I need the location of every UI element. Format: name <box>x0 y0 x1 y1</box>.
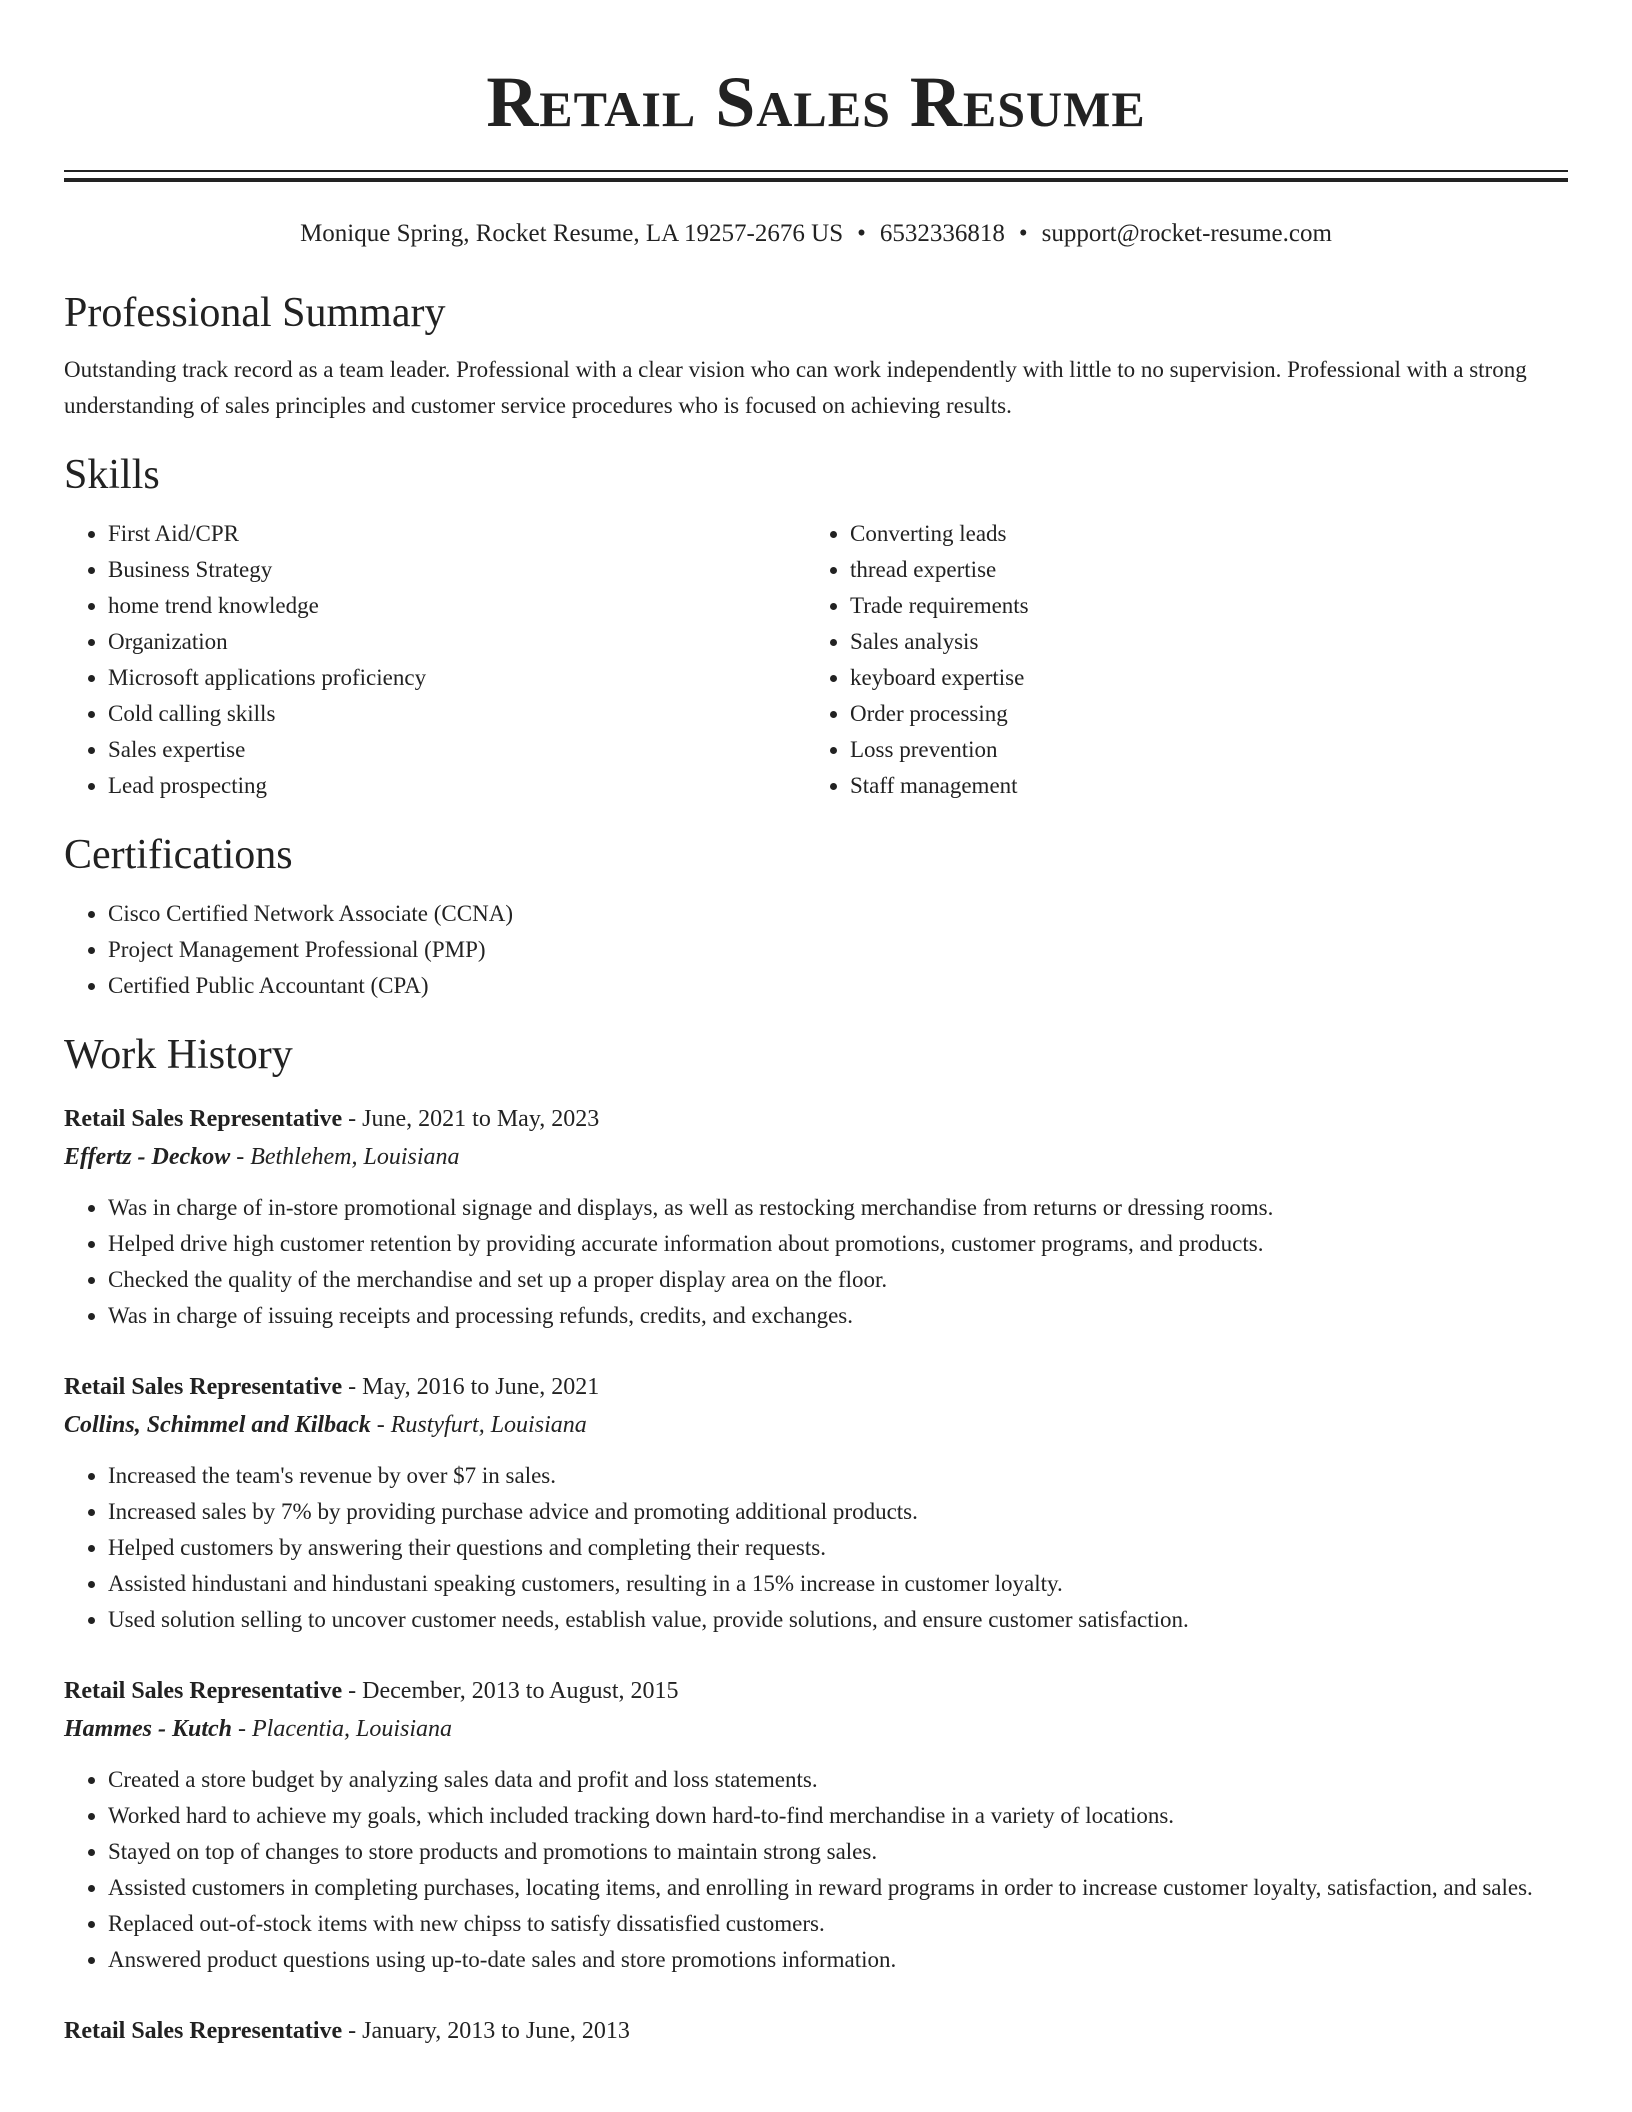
job-title: Retail Sales Representative <box>64 1374 343 1400</box>
job-bullet: • Was in charge of issuing receipts and processing refunds, credits, and exchanges. <box>108 1298 1568 1334</box>
job-bullet: • Assisted customers in completing purchases, locating items, and enrolling in reward programs in order to increase customer loyalty, satisfaction, and sales. <box>108 1870 1568 1906</box>
skills-columns <box>64 516 1568 804</box>
skills-list-left <box>64 516 806 804</box>
job-title: Retail Sales Representative <box>64 1106 343 1132</box>
skill-item: • Trade requirements <box>850 588 1548 624</box>
skill-item: • Sales analysis <box>850 624 1548 660</box>
job-bullet: • Increased sales by 7% by providing purchase advice and promoting additional products. <box>108 1494 1568 1530</box>
job-bullet: • Assisted hindustani and hindustani speaking customers, resulting in a 15% increase in customer loyalty. <box>108 1566 1568 1602</box>
certifications-heading: Certifications <box>64 832 293 878</box>
job-entry <box>64 1368 1568 1638</box>
skill-item: • keyboard expertise <box>850 660 1548 696</box>
job-entry <box>64 1100 1568 1334</box>
job-bullet: • Created a store budget by analyzing sales data and profit and loss statements. <box>108 1762 1568 1798</box>
job-dates: - January, 2013 to June, 2013 <box>342 2018 630 2044</box>
job-bullets <box>64 1190 1568 1334</box>
job-bullets <box>64 1458 1568 1638</box>
job-bullet: • Worked hard to achieve my goals, which included tracking down hard-to-find merchandise in a variety of locations. <box>108 1798 1568 1834</box>
skill-item: • Loss prevention <box>850 732 1548 768</box>
job-title: Retail Sales Representative <box>64 2018 343 2044</box>
contact-separator: • <box>857 220 866 247</box>
skill-item: • Lead prospecting <box>108 768 806 804</box>
resume-page <box>64 0 1568 2050</box>
skills-heading: Skills <box>64 452 160 498</box>
certification-item: • Cisco Certified Network Associate (CCNA) <box>108 896 1568 932</box>
skill-item: • Order processing <box>850 696 1548 732</box>
skill-item: • Business Strategy <box>108 552 806 588</box>
contact-address: Monique Spring, Rocket Resume, LA 19257-2676 US <box>300 220 844 247</box>
summary-text: Outstanding track record as a team leader. Professional with a clear vision who can work independently with little to no supervision. Professional with a strong understanding of sales principles and customer service procedures who is focused on achieving results. <box>64 357 1527 418</box>
job-dates: - June, 2021 to May, 2023 <box>342 1106 600 1132</box>
job-company: Hammes - Kutch <box>64 1716 233 1742</box>
job-dates: - December, 2013 to August, 2015 <box>342 1678 679 1704</box>
job-title: Retail Sales Representative <box>64 1678 343 1704</box>
skill-item: • thread expertise <box>850 552 1548 588</box>
skill-item: • home trend knowledge <box>108 588 806 624</box>
contact-separator: • <box>1018 220 1028 247</box>
resume-title: Retail Sales Resume <box>486 62 1146 142</box>
contact-email: support@rocket-resume.com <box>1041 220 1332 247</box>
job-bullet: • Increased the team's revenue by over $7 in sales. <box>108 1458 1568 1494</box>
job-company-line <box>64 1710 1568 1748</box>
job-title-line <box>64 1100 1568 1138</box>
job-bullet: • Was in charge of in-store promotional signage and displays, as well as restocking merchandise from returns or dressing rooms. <box>108 1190 1568 1226</box>
job-bullet: • Used solution selling to uncover customer needs, establish value, provide solutions, and ensure customer satisfaction. <box>108 1602 1568 1638</box>
work-history-heading: Work History <box>64 1032 293 1078</box>
certifications-list <box>64 896 1568 1004</box>
skill-item: • Sales expertise <box>108 732 806 768</box>
contact-line <box>64 218 1568 250</box>
summary-heading: Professional Summary <box>64 290 446 336</box>
skill-item: • Staff management <box>850 768 1548 804</box>
job-title-line <box>64 1672 1568 1710</box>
job-bullet: • Checked the quality of the merchandise and set up a proper display area on the floor. <box>108 1262 1568 1298</box>
skill-item: • Organization <box>108 624 806 660</box>
job-bullet: • Helped customers by answering their questions and completing their requests. <box>108 1530 1568 1566</box>
title-rule-thin <box>64 170 1568 172</box>
job-company-line <box>64 1138 1568 1176</box>
job-company-line <box>64 1406 1568 1444</box>
job-bullet: • Answered product questions using up-to-date sales and store promotions information. <box>108 1942 1568 1978</box>
skill-item: • Cold calling skills <box>108 696 806 732</box>
job-bullets <box>64 1762 1568 1978</box>
job-bullet: • Helped drive high customer retention by providing accurate information about promotions, customer programs, and products. <box>108 1226 1568 1262</box>
title-rule-thick <box>64 178 1568 182</box>
skill-item: • First Aid/CPR <box>108 516 806 552</box>
skills-list-right <box>806 516 1548 804</box>
skill-item: • Converting leads <box>850 516 1548 552</box>
skill-item: • Microsoft applications proficiency <box>108 660 806 696</box>
job-location: - Bethlehem, Louisiana <box>230 1144 460 1170</box>
job-entry <box>64 1672 1568 1978</box>
job-company: Effertz - Deckow <box>64 1144 231 1170</box>
job-company: Collins, Schimmel and Kilback <box>64 1412 371 1438</box>
certification-item: • Certified Public Accountant (CPA) <box>108 968 1568 1004</box>
skills-column-right <box>806 516 1548 804</box>
job-entry <box>64 2012 1568 2050</box>
job-title-line <box>64 1368 1568 1406</box>
job-bullet: • Stayed on top of changes to store products and promotions to maintain strong sales. <box>108 1834 1568 1870</box>
contact-phone: 6532336818 <box>879 220 1005 247</box>
job-location: - Rustyfurt, Louisiana <box>370 1412 587 1438</box>
certification-item: • Project Management Professional (PMP) <box>108 932 1568 968</box>
job-bullet: • Replaced out-of-stock items with new chipss to satisfy dissatisfied customers. <box>108 1906 1568 1942</box>
skills-column-left <box>64 516 806 804</box>
job-dates: - May, 2016 to June, 2021 <box>342 1374 600 1400</box>
job-location: - Placentia, Louisiana <box>232 1716 452 1742</box>
job-title-line <box>64 2012 1568 2050</box>
